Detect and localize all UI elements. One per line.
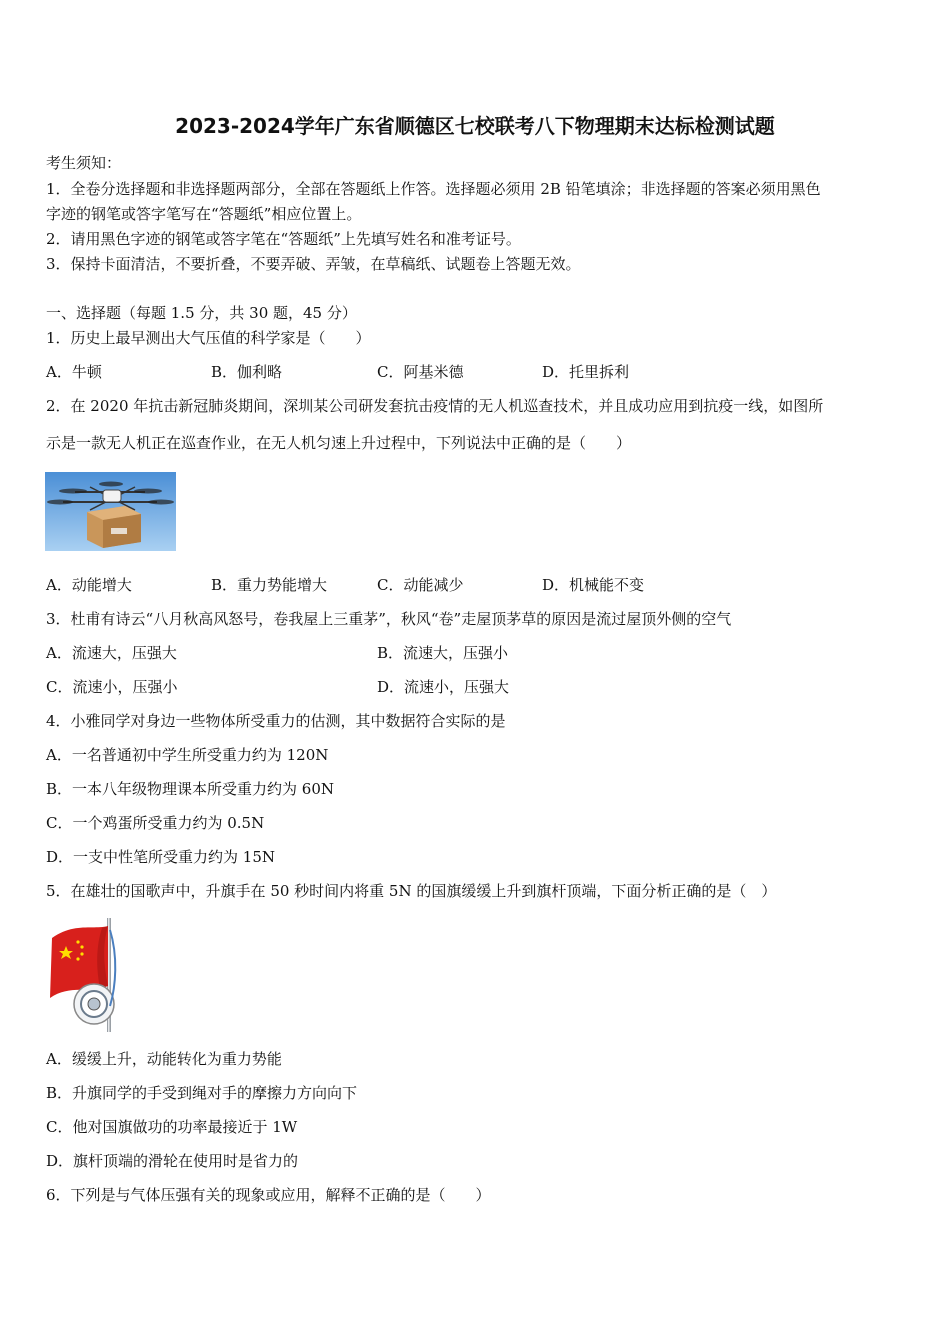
q3-stem: 3．杜甫有诗云“八月秋高风怒号，卷我屋上三重茅”，秋风“卷”走屋顶茅草的原因是流过屋顶外侧的空气 [46,610,732,628]
q4-option-c: C．一个鸡蛋所受重力约为 0.5N [46,814,265,832]
q1-option-b: B．伽利略 [211,363,283,381]
q2-option-b: B．重力势能增大 [211,576,328,594]
q2-stem-line-1: 2．在 2020 年抗击新冠肺炎期间，深圳某公司研发套抗击疫情的无人机巡查技术，并且成功应用到抗疫一线，如图所 [46,397,824,415]
q1-stem: 1．历史上最早测出大气压值的科学家是（ ） [46,329,371,347]
notice-heading: 考生须知： [46,154,122,172]
q3-option-b: B．流速大，压强小 [377,644,509,662]
q3-option-c: C．流速小，压强小 [46,678,178,696]
q5-option-c: C．他对国旗做功的功率最接近于 1W [46,1118,298,1136]
notice-line-1: 1．全卷分选择题和非选择题两部分，全部在答题纸上作答。选择题必须用 2B 铅笔填涂；非选择题的答案必须用黑色 [46,180,821,198]
q2-option-a: A．动能增大 [46,576,132,594]
page-title: 2023-2024学年广东省顺德区七校联考八下物理期末达标检测试题 [175,114,775,138]
q5-option-a: A．缓缓上升，动能转化为重力势能 [46,1050,282,1068]
q2-option-c: C．动能减少 [377,576,464,594]
q3-option-d: D．流速小，压强大 [377,678,510,696]
q5-option-d: D．旗杆顶端的滑轮在使用时是省力的 [46,1152,299,1170]
q5-stem: 5．在雄壮的国歌声中，升旗手在 50 秒时间内将重 5N 的国旗缓缓上升到旗杆顶端，下面分析正确的是（ ） [46,882,777,900]
q4-option-b: B．一本八年级物理课本所受重力约为 60N [46,780,335,798]
q1-option-a: A．牛顿 [46,363,102,381]
q3-option-a: A．流速大，压强大 [46,644,177,662]
notice-line-4: 3．保持卡面清洁，不要折叠，不要弄破、弄皱，在草稿纸、试题卷上答题无效。 [46,255,581,273]
q1-option-c: C．阿基米德 [377,363,464,381]
flag-picture [44,916,124,1034]
notice-line-2: 字迹的钢笔或答字笔写在“答题纸”相应位置上。 [46,205,362,223]
q6-stem: 6．下列是与气体压强有关的现象或应用，解释不正确的是（ ） [46,1186,491,1204]
q5-option-b: B．升旗同学的手受到绳对手的摩擦力方向向下 [46,1084,358,1102]
q4-option-d: D．一支中性笔所受重力约为 15N [46,848,276,866]
q2-stem-line-2: 示是一款无人机正在巡查作业，在无人机匀速上升过程中，下列说法中正确的是（ ） [46,434,632,452]
q1-option-d: D．托里拆利 [542,363,630,381]
drone-image [45,472,176,551]
drone-picture [45,472,176,551]
section-heading: 一、选择题（每题 1.5 分，共 30 题，45 分） [46,304,357,322]
q4-option-a: A．一名普通初中学生所受重力约为 120N [46,746,329,764]
flag-image [44,916,124,1034]
notice-line-3: 2．请用黑色字迹的钢笔或答字笔在“答题纸”上先填写姓名和准考证号。 [46,230,521,248]
q4-stem: 4．小雅同学对身边一些物体所受重力的估测，其中数据符合实际的是 [46,712,506,730]
q2-option-d: D．机械能不变 [542,576,645,594]
